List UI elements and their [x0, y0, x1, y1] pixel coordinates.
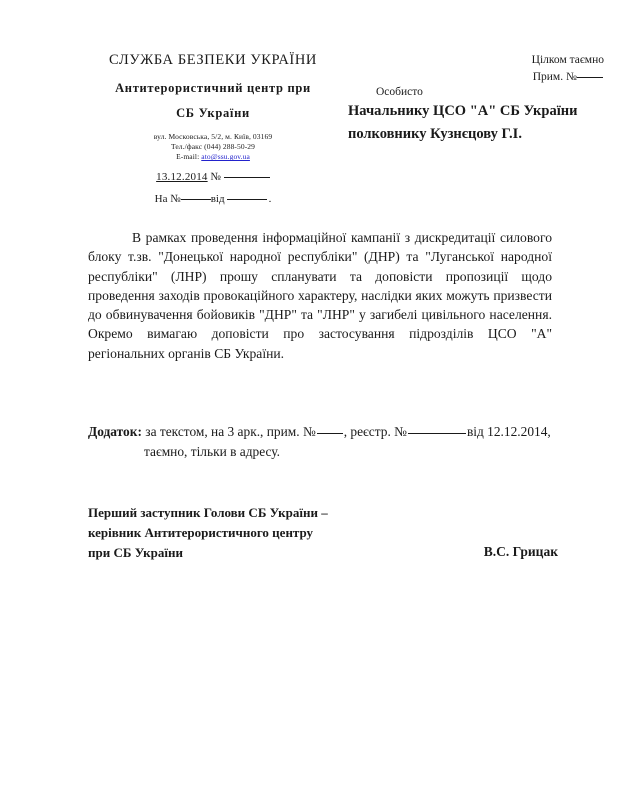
- signatory-title-line3: при СБ України: [88, 544, 183, 560]
- document-number-blank: [224, 176, 270, 178]
- document-date-row: [68, 171, 358, 183]
- signatory-title-line2: керівник Антитерористичного центру: [88, 524, 314, 540]
- address-phone: Тел./факс (044) 288-50-29: [170, 142, 256, 152]
- attachment-block: [88, 422, 558, 462]
- classification-label: Цілком таємно: [531, 54, 604, 66]
- attachment-line-2: таємно, тільки в адресу.: [144, 443, 280, 459]
- attachment-copy-blank: [317, 432, 343, 434]
- address-email-row: [68, 152, 358, 162]
- document-date: 13.12.2014: [156, 171, 208, 184]
- attachment-text-part1: за текстом, на 3 арк., прим. №: [145, 424, 316, 439]
- attachment-line-1: [88, 422, 558, 442]
- document-number-label: №: [210, 171, 221, 184]
- signatory-title-line1: Перший заступник Голови СБ України –: [88, 505, 328, 520]
- reply-date-blank: [227, 198, 267, 200]
- signatory-name: В.С. Грицак: [483, 543, 558, 559]
- reply-reference-row: [68, 193, 358, 205]
- email-label: E-mail:: [176, 152, 200, 162]
- organization-name-line1: СЛУЖБА БЕЗПЕКИ УКРАЇНИ: [109, 52, 317, 68]
- copy-number-blank: [577, 76, 603, 78]
- signatory-title-line3-row: [88, 543, 558, 563]
- organization-name-line2: Антитерористичний центр при: [115, 81, 311, 95]
- reply-reference-label: На №: [154, 193, 181, 206]
- copy-number-row: [532, 69, 604, 86]
- addressee-line-2: полковнику Кузнєцову Г.І.: [348, 125, 522, 142]
- addressee-line-1: Начальнику ЦСО "А" СБ України: [348, 103, 578, 119]
- reply-date-label: від: [210, 193, 225, 206]
- organization-block: [68, 52, 358, 205]
- signature-block: [88, 503, 558, 562]
- attachment-label: Додаток:: [88, 424, 142, 439]
- attachment-text-part3: від 12.12.2014,: [466, 424, 551, 439]
- organization-address: [68, 132, 358, 162]
- secrecy-stamp: [532, 52, 604, 85]
- addressee-block: [348, 86, 618, 143]
- attachment-register-blank: [408, 432, 466, 434]
- body-paragraph: В рамках проведення інформаційної кампанії з дискредитації силового блоку т.зв. "Донецької народної республіки" (ДНР) та "Луганської народної республіки" (ЛНР) прошу спланувати та доповісти пропозиції щодо проведення заходів провокаційного характеру, наслідки яких можуть призвести до обвинувачення бойовиків "ДНР" та "ЛНР" у загибелі цивільного населення. Окремо вимагаю доповісти про застосування підрозділів ЦСО "А" регіональних органів СБ України.: [88, 230, 552, 361]
- addressee-personal-label: Особисто: [376, 86, 423, 98]
- copy-number-label: Прим. №: [532, 70, 577, 83]
- reply-reference-period: .: [268, 193, 272, 206]
- attachment-text-part2: , реєстр. №: [343, 424, 407, 439]
- address-street: вул. Московська, 5/2, м. Київ, 03169: [153, 132, 273, 141]
- reply-reference-blank: [181, 198, 211, 200]
- organization-name-line3: СБ України: [176, 106, 250, 120]
- email-link[interactable]: ato@ssu.gov.ua: [201, 152, 250, 162]
